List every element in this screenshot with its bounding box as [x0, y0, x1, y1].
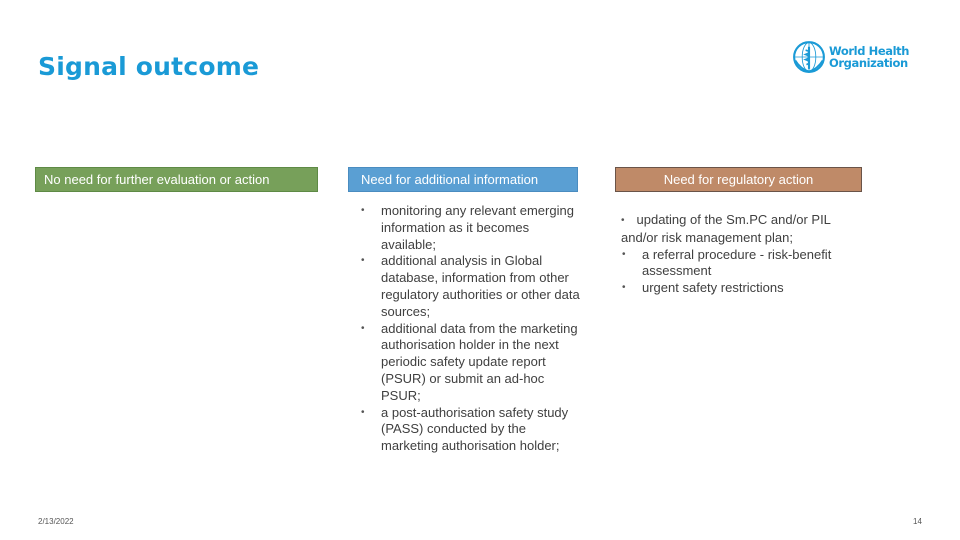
- list-item: • monitoring any relevant emerging information as it becomes available;: [381, 203, 581, 253]
- list-item: • a post-authorisation safety study (PASS) conducted by the marketing authorisation holder;: [381, 405, 581, 455]
- who-emblem-icon: [792, 40, 826, 74]
- additional-information-label: Need for additional information: [361, 172, 539, 187]
- additional-information-list: [381, 203, 581, 455]
- who-logo: [792, 40, 909, 74]
- additional-information-box: [348, 167, 578, 192]
- logo-text-line1: World Health: [829, 44, 910, 58]
- no-further-action-box: [35, 167, 318, 192]
- no-further-action-label: No need for further evaluation or action: [44, 172, 270, 187]
- list-item: • additional data from the marketing authorisation holder in the next periodic safety update report (PSUR) or submit an ad-hoc PSUR;: [381, 321, 581, 405]
- footer-date: 2/13/2022: [38, 517, 74, 526]
- list-item: • updating of the Sm.PC and/or PIL and/or risk management plan;: [621, 212, 831, 245]
- logo-text-line2: Organization: [829, 56, 908, 70]
- regulatory-action-label: Need for regulatory action: [663, 172, 814, 187]
- slide-title: Signal outcome: [38, 52, 260, 81]
- list-item: • additional analysis in Global database, information from other regulatory authorities or other data sources;: [381, 253, 581, 320]
- list-item: • a referral procedure - risk-benefit assessment: [642, 247, 861, 281]
- page-number: 14: [913, 517, 922, 526]
- list-item: • urgent safety restrictions: [642, 280, 861, 297]
- bullet-icon: •: [621, 215, 625, 226]
- regulatory-action-box: [615, 167, 862, 192]
- regulatory-action-list: [621, 212, 861, 297]
